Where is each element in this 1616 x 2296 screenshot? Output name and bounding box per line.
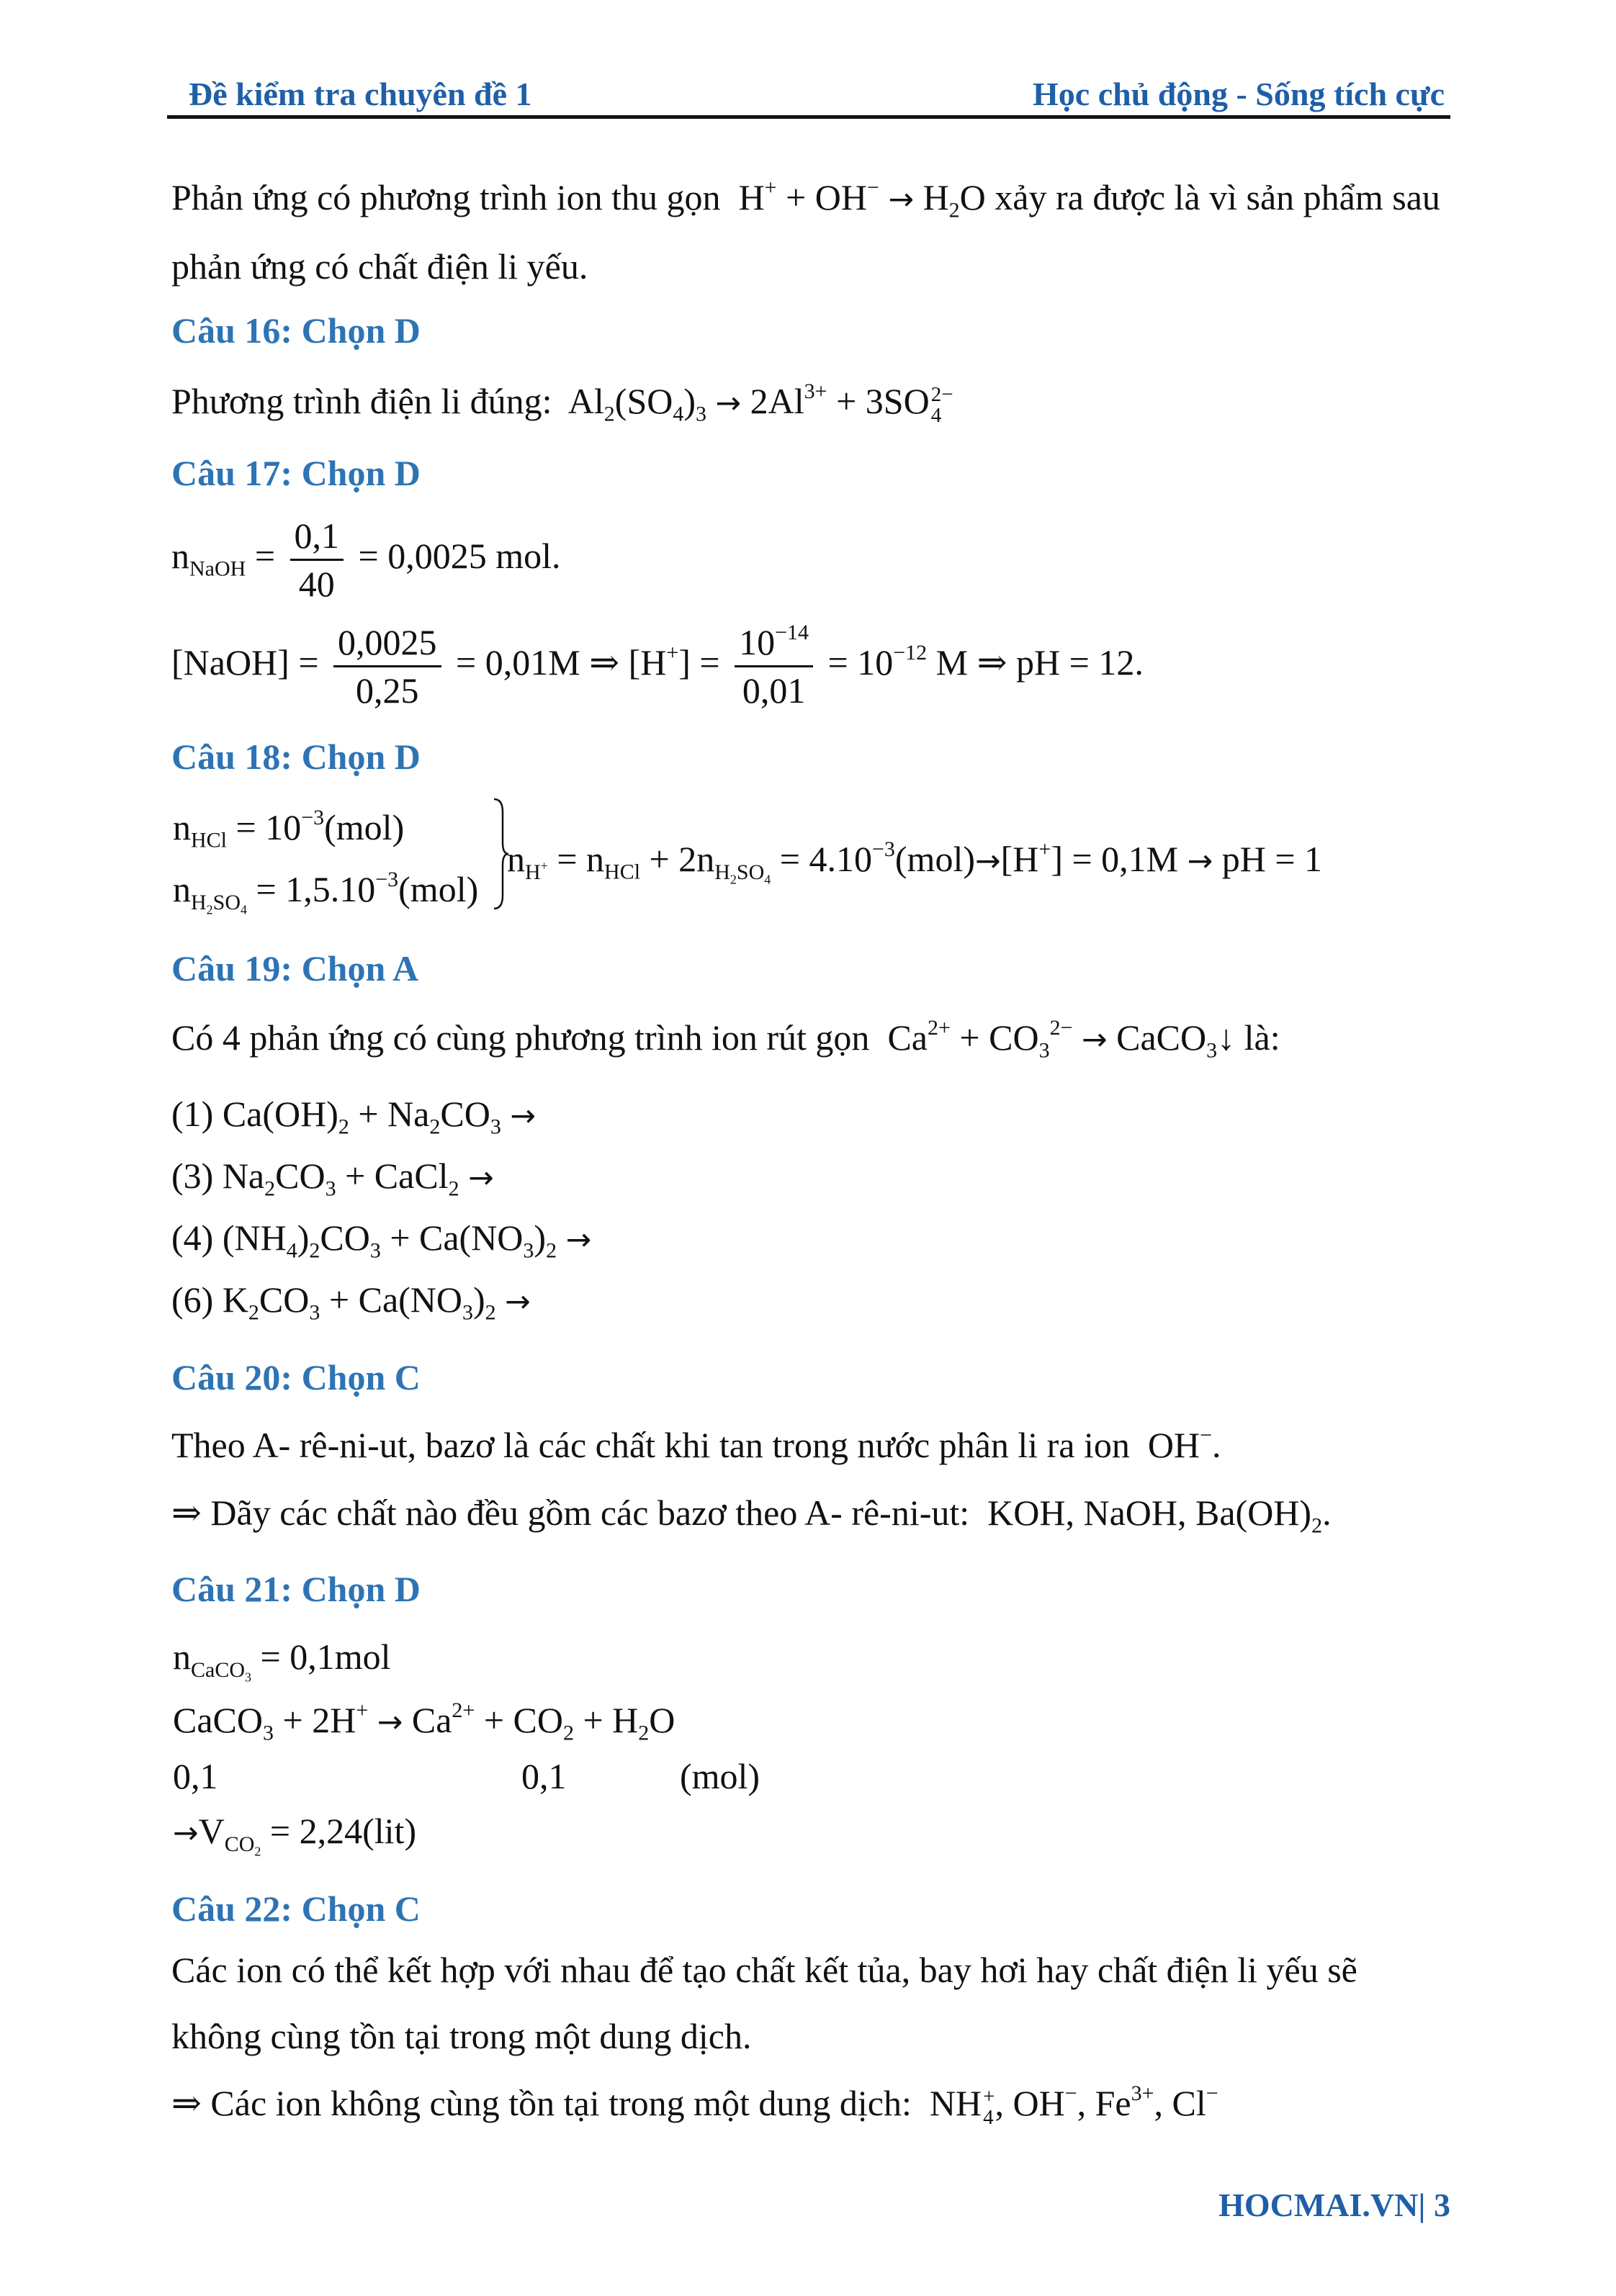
q21-a: 0,1 <box>173 1756 218 1796</box>
fraction: $\frac{0,1}{40}$ <box>290 513 344 607</box>
q19-text: Có 4 phản ứng có cùng phương trình ion rút gọn $Ca^{2+} + CO_3^{2-}$ → CaCO$_3$↓ là: <box>171 1016 1280 1063</box>
q21-unit: (mol) <box>680 1756 760 1796</box>
q18-title: Câu 18: Chọn D <box>171 737 421 777</box>
q19-reaction-4: (4) $(NH_4)_2CO_3 + Ca(NO_3)_2$ → <box>171 1217 592 1263</box>
q19-reaction-3: (3) $Na_2CO_3$ + CaCl$_2$ → <box>171 1156 494 1201</box>
q22-line2: ⇒ Các ion không cùng tồn tại trong một dung dịch: NH + 4 , OH−, $Fe^{3+}$, Cl− <box>171 2081 1218 2129</box>
q21-reaction: CaCO$_3$ + $2H^+ \to Ca^{2+} + CO_2 + H_2O$ <box>173 1698 675 1745</box>
fraction: $\frac{10^{-14}}{0,01}$ <box>735 619 813 713</box>
q19-reaction-6: (6) $K_2CO_3 + Ca(NO_3)_2$ → <box>171 1279 531 1325</box>
header-right: Học chủ động - Sống tích cực <box>1033 76 1445 112</box>
q20-line2: ⇒ Dãy các chất nào đều gồm các bazơ theo A- rê-ni-ut: KOH, NaOH, $Ba(OH)_2$. <box>171 1493 1332 1538</box>
header-left: Đề kiểm tra chuyên đề 1 <box>189 76 532 112</box>
q21-volume: $\to V_{CO_2} = 2,24(lit)$ <box>173 1811 417 1858</box>
q17-line1: $n_{NaOH}$ = $\frac{0,1}{40}$ = 0,0025 mol. <box>171 513 561 607</box>
q21-n: $n_{CaCO_3} = 0,1mol$ <box>173 1637 391 1684</box>
q20-line1: Theo A- rê-ni-ut, bazơ là các chất khi tan trong nước phân li ra ion OH−. <box>171 1423 1221 1465</box>
page-footer: HOCMAI.VN| 3 <box>1218 2187 1450 2223</box>
q22-title: Câu 22: Chọn C <box>171 1888 421 1929</box>
q19-title: Câu 19: Chọn A <box>171 948 419 989</box>
q21-title: Câu 21: Chọn D <box>171 1569 421 1609</box>
header-rule <box>167 115 1450 119</box>
q21-b: 0,1 <box>521 1756 567 1796</box>
q17-line2: [NaOH] = $\frac{0,0025}{0,25}$ = 0,01M ⇒ [H+] = $\frac{10^{-14}}{0,01}$ = $10^{-12}$ M ⇒ pH = 12. <box>171 619 1144 713</box>
q22-paragraph: Các ion có thể kết hợp với nhau để tạo chất kết tủa, bay hơi hay chất điện li yếu sẽ không cùng tồn tại trong một dung dịch. <box>171 1950 1357 2056</box>
q16-title: Câu 16: Chọn D <box>171 310 421 351</box>
q20-title: Câu 20: Chọn C <box>171 1357 421 1397</box>
q18-nhcl: $n_{HCl} = 10^{-3}(mol)$ <box>173 806 405 852</box>
fraction: $\frac{0,0025}{0,25}$ <box>333 619 441 713</box>
q18-nh2so4: $n_{H_2SO_4} = 1,5.10^{-3}(mol)$ <box>173 868 479 917</box>
q17-title: Câu 17: Chọn D <box>171 453 421 493</box>
q16-equation: Phương trình điện li đúng: $Al_2(SO_4)_3 \to 2Al^{3+} + 3SO$ 2− 4 <box>171 379 953 427</box>
intro-paragraph: Phản ứng có phương trình ion thu gọn $H^+ + OH^- \to H_2O$ xảy ra được là vì sản phẩm sau phản ứng có chất điện li yếu. <box>171 176 1440 287</box>
q18-result: $n_{H^+} = n_{HCl} + 2n_{H_2SO_4} = 4.10^{-3}(mol)\to[H^+] = 0,1M$ → pH = 1 <box>507 837 1323 886</box>
q19-reaction-1: (1) $Ca(OH)_2 + Na_2CO_3$ → <box>171 1094 536 1139</box>
